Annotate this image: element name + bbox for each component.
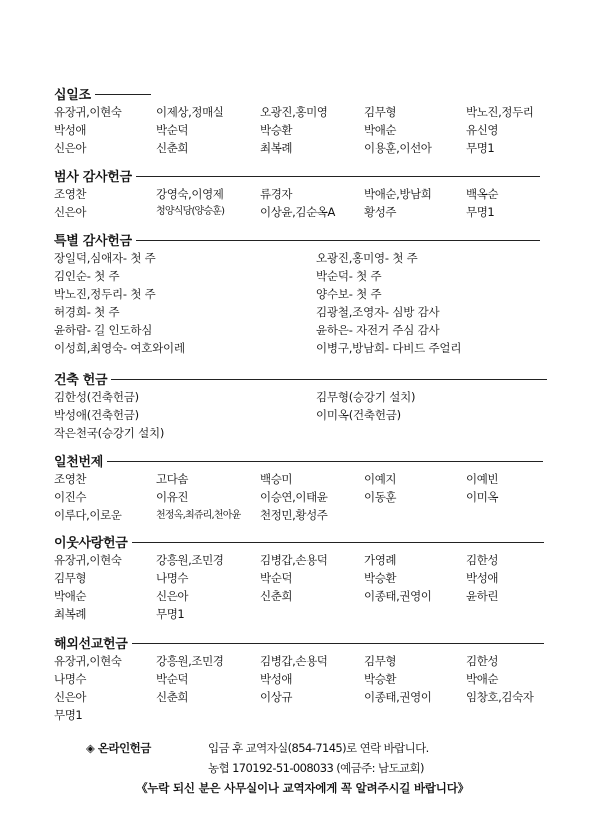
name-cell: 무명1 (54, 708, 83, 722)
name-cell: 강흥원,조민경 (156, 553, 224, 567)
entry-cell: 박순덕- 첫 주 (316, 269, 382, 283)
entry-cell: 박노진,정두리- 첫 주 (54, 287, 156, 301)
section-title: 건축 헌금 (54, 372, 108, 388)
name-cell: 나명수 (156, 571, 189, 585)
section-header (54, 451, 554, 469)
entry-cell: 장일덕,심애자- 첫 주 (54, 251, 156, 265)
section-title: 해외선교헌금 (54, 636, 128, 652)
name-cell: 신은아 (156, 589, 189, 603)
name-cell: 김무형 (54, 571, 87, 585)
name-cell: 고다솜 (156, 472, 189, 486)
name-cell: 박순덕 (156, 672, 189, 686)
name-cell: 신은아 (54, 141, 87, 155)
section-header (54, 166, 554, 184)
entry-cell: 박성애(건축헌금) (54, 408, 139, 422)
name-cell: 가영례 (364, 553, 397, 567)
name-cell: 이상규 (260, 690, 293, 704)
name-cell: 이종태,권영이 (364, 589, 432, 603)
name-cell: 유장귀,이현숙 (54, 553, 122, 567)
name-cell: 이예지 (364, 472, 397, 486)
name-cell: 천정민,황성주 (260, 508, 328, 522)
section-rule (136, 176, 540, 177)
name-cell: 백승미 (260, 472, 293, 486)
name-cell: 이승연,이태윤 (260, 490, 328, 504)
entry-cell: 이미옥(건축헌금) (316, 408, 401, 422)
section-header (54, 633, 554, 651)
name-cell: 이종태,권영이 (364, 690, 432, 704)
name-cell: 무명1 (156, 607, 185, 621)
name-cell: 박애순,방남희 (364, 187, 432, 201)
section-rule (136, 240, 540, 241)
name-cell: 김병갑,손용덕 (260, 553, 328, 567)
section-rule (107, 461, 543, 462)
section-title: 이웃사랑헌금 (54, 535, 128, 551)
name-cell: 김한성 (466, 553, 499, 567)
name-cell: 강흥원,조민경 (156, 654, 224, 668)
name-cell: 신은아 (54, 205, 87, 219)
entry-cell: 김인순- 첫 주 (54, 269, 120, 283)
name-cell: 천정옥,최쥬리,천아윤 (156, 510, 241, 521)
name-cell: 신춘희 (156, 141, 189, 155)
name-cell: 이용훈,이선아 (364, 141, 432, 155)
section-rule (132, 542, 544, 543)
name-cell: 황성주 (364, 205, 397, 219)
name-cell: 김한성 (466, 654, 499, 668)
name-cell: 오광진,홍미영 (260, 105, 328, 119)
entry-cell: 윤하은- 자전거 주심 감사 (316, 323, 440, 337)
name-cell: 박애순 (364, 123, 397, 137)
name-cell: 박성애 (260, 672, 293, 686)
entry-cell: 김무형(승강기 설치) (316, 390, 416, 404)
entry-cell: 이성희,최영숙- 여호와이레 (54, 341, 185, 355)
name-cell: 박승환 (364, 571, 397, 585)
name-cell: 유장귀,이현숙 (54, 105, 122, 119)
section-rule (95, 94, 151, 95)
name-cell: 조영찬 (54, 187, 87, 201)
name-cell: 박성애 (54, 123, 87, 137)
name-cell: 이상윤,김순옥A (260, 205, 335, 219)
name-cell: 박순덕 (156, 123, 189, 137)
name-cell: 최복례 (54, 607, 87, 621)
name-cell: 이루다,이로운 (54, 508, 122, 522)
name-cell: 유신영 (466, 123, 499, 137)
name-cell: 박애순 (54, 589, 87, 603)
section-thousand-offering (54, 451, 554, 522)
name-cell: 조영찬 (54, 472, 87, 486)
entry-cell: 작은천국(승강기 설치) (54, 426, 165, 440)
omission-notice: 《누락 되신 분은 사무실이나 교역자에게 꼭 알려주시길 바랍니다》 (136, 781, 469, 795)
entry-cell: 오광진,홍미영- 첫 주 (316, 251, 418, 265)
name-cell: 박순덕 (260, 571, 293, 585)
name-cell: 박성애 (466, 571, 499, 585)
name-cell: 이예빈 (466, 472, 499, 486)
name-cell: 최복례 (260, 141, 293, 155)
name-cell: 신춘희 (260, 589, 293, 603)
name-cell: 강영숙,이영제 (156, 187, 224, 201)
section-title: 일천번제 (54, 454, 104, 470)
section-title: 특별 감사헌금 (54, 233, 132, 249)
name-cell: 유장귀,이현숙 (54, 654, 122, 668)
name-cell: 이제상,정매실 (156, 105, 224, 119)
name-cell: 신은아 (54, 690, 87, 704)
name-cell: 나명수 (54, 672, 87, 686)
name-cell: 김병갑,손용덕 (260, 654, 328, 668)
name-cell: 박승환 (260, 123, 293, 137)
name-cell: 무명1 (466, 141, 495, 155)
name-cell: 김무형 (364, 654, 397, 668)
name-cell: 박애순 (466, 672, 499, 686)
contact-instruction: 입금 후 교역자실(854-7145)로 연락 바랍니다. (208, 741, 429, 755)
section-header (54, 84, 554, 102)
section-header (54, 230, 554, 248)
bank-account: 농협 170192-51-008033 (예금주: 남도교회) (208, 761, 424, 775)
section-rule (111, 379, 547, 380)
section-title: 범사 감사헌금 (54, 169, 132, 185)
section-overseas-mission (54, 633, 554, 722)
section-title: 십일조 (54, 87, 91, 103)
name-cell: 김무형 (364, 105, 397, 119)
name-cell: 청양식당(양승훈) (156, 206, 225, 217)
entry-cell: 윤하람- 길 인도하심 (54, 323, 153, 337)
name-cell: 이미옥 (466, 490, 499, 504)
section-special-thanksgiving (54, 230, 554, 355)
section-neighbor-love (54, 532, 554, 621)
entry-cell: 허경희- 첫 주 (54, 305, 120, 319)
entry-cell: 양수보- 첫 주 (316, 287, 382, 301)
name-cell: 이동훈 (364, 490, 397, 504)
section-building (54, 369, 554, 440)
entry-cell: 김광철,조영자- 심방 감사 (316, 305, 440, 319)
name-cell: 무명1 (466, 205, 495, 219)
name-cell: 이진수 (54, 490, 87, 504)
section-thanksgiving (54, 166, 554, 219)
section-header (54, 532, 554, 550)
name-cell: 신춘희 (156, 690, 189, 704)
entry-cell: 김한성(건축헌금) (54, 390, 139, 404)
name-cell: 백옥순 (466, 187, 499, 201)
name-cell: 임창호,김숙자 (466, 690, 534, 704)
section-header (54, 369, 554, 387)
name-cell: 류경자 (260, 187, 293, 201)
entry-cell: 이병구,방남희- 다비드 주얼리 (316, 341, 462, 355)
name-cell: 박노진,정두리 (466, 105, 534, 119)
section-tithe (54, 84, 554, 155)
name-cell: 이유진 (156, 490, 189, 504)
name-cell: 박승환 (364, 672, 397, 686)
online-offering-label: ◈ 온라인헌금 (86, 741, 151, 755)
section-rule (132, 643, 544, 644)
name-cell: 윤하린 (466, 589, 499, 603)
